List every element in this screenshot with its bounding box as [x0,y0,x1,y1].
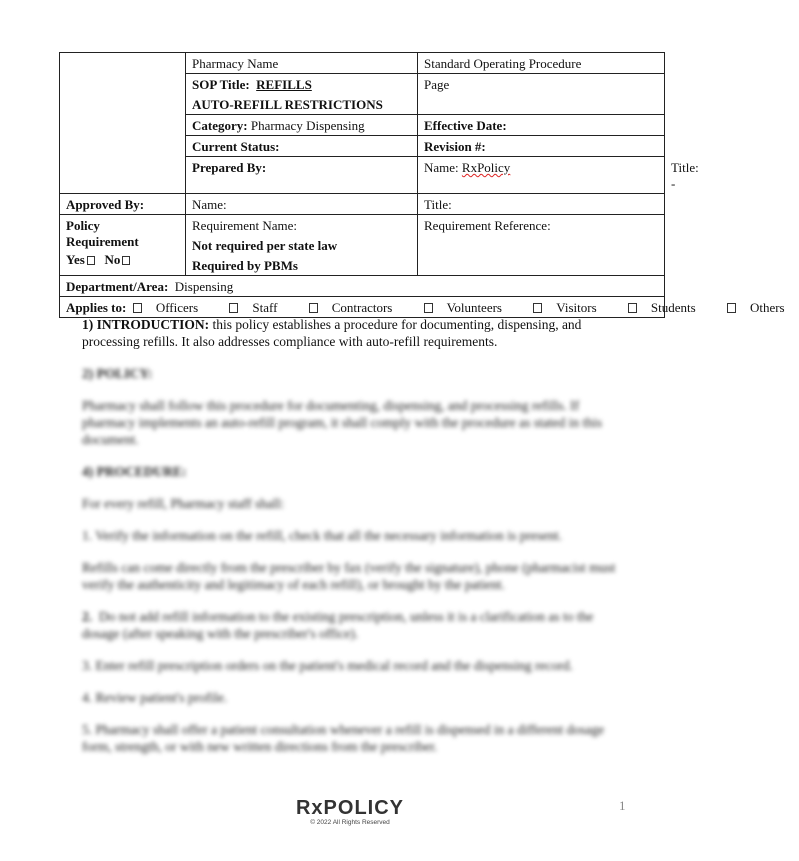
category-cell [186,115,418,136]
checkbox-icon [628,303,637,313]
approved-title: Title: [418,194,665,215]
intro-text: this policy establishes a procedure for documenting, dispensing, and processing refills. It also addresses compliance with auto-refill requirements. [82,317,582,349]
step-2-num: 2. [82,609,93,624]
req-name-2: Required by PBMs [192,258,298,273]
requirement-name-cell [186,215,418,276]
applies-contractors[interactable] [309,300,407,315]
category-value: Pharmacy Dispensing [250,118,365,133]
policy-req-label-2: Requirement [66,234,139,249]
applies-officers[interactable] [133,300,212,315]
prepared-name-value: RxPolicy [461,160,511,175]
req-reference-label: Requirement Reference: [418,215,665,276]
checkbox-icon [424,303,433,313]
rxpolicy-logo: RxPOLICY [295,797,405,819]
procedure-heading: 4) PROCEDURE: [82,464,187,479]
page-label: Page [418,74,665,115]
sop-title-label: SOP Title: [192,77,250,92]
yes-label: Yes [66,252,85,267]
approved-by-label: Approved By: [60,194,186,215]
policy-req-label-1: Policy [66,218,100,233]
sop-title-2: AUTO-REFILL RESTRICTIONS [192,97,383,112]
no-label: No [104,252,121,267]
blurred-content [82,365,622,755]
step-4: 4. Review patient's profile. [82,690,228,705]
intro-paragraph [82,316,622,350]
applies-staff-label: Staff [252,300,278,315]
prepared-name-label: Name: [424,160,462,175]
checkbox-icon [727,303,736,313]
checkbox-icon [133,303,142,313]
prepared-by-label: Prepared By: [186,157,418,194]
pharmacy-name: Pharmacy Name [186,53,418,74]
sop-header-table: Pharmacy Name Standard Operating Procedure SOP Title: REFILLS AUTO-REFILL RESTRICTIONS Page Category: Pharmacy Dispensing Effective Date: Current Status: Revision #: Prepared By: Name: RxPolicy Title: - Approved By: Name: Title: Policy Requirement Yes No Requirement Name: Not required per state law Required by PBMs Requirement Reference: Department/Area: Dispensing Applies to: Officers Staff Contractors Volunteers Visitors Students Others [59,52,665,318]
applies-students-label: Students [650,300,696,315]
sop-title-cell [186,74,418,115]
step-2: Do not add refill information to the existing prescription, unless it is a clarification as to the dosage (after speaking with the prescriber's office). [82,609,594,641]
yes-checkbox[interactable] [87,256,95,265]
checkbox-icon [533,303,542,313]
applies-staff[interactable] [229,300,291,315]
checkbox-icon [309,303,318,313]
doc-type: Standard Operating Procedure [418,53,665,74]
approved-name: Name: [186,194,418,215]
no-checkbox[interactable] [122,256,130,265]
applies-others[interactable] [727,300,799,315]
req-name-label: Requirement Name: [192,218,298,233]
page-number: 1 [619,798,626,813]
prepared-name-cell [418,157,665,194]
procedure-intro: For every refill, Pharmacy staff shall: [82,496,285,511]
intro-heading: 1) INTRODUCTION: [82,317,210,332]
applies-officers-label: Officers [155,300,199,315]
applies-volunteers-label: Volunteers [446,300,502,315]
step-1-detail: Refills can come directly from the prescriber by fax (verify the signature), phone (pharmacist must verify the authenticity and legitimacy of each refill), or brought by the patient. [82,560,616,592]
step-3: 3. Enter refill prescription orders on the patient's medical record and the dispensing record. [82,658,573,673]
applies-visitors[interactable] [533,300,610,315]
current-status-label: Current Status: [186,136,418,157]
req-name-1: Not required per state law [192,238,338,253]
applies-visitors-label: Visitors [556,300,597,315]
logo-cell [60,53,186,194]
department-value: Dispensing [174,279,234,294]
policy-requirement-cell [60,215,186,276]
applies-cell [60,297,785,318]
footer-logo [290,797,410,831]
policy-heading: 2) POLICY: [82,366,153,381]
revision-label: Revision #: [418,136,665,157]
step-5: 5. Pharmacy shall offer a patient consultation whenever a refill is dispensed in a different dosage form, strength, or with new written directions from the prescriber. [82,722,605,754]
applies-contractors-label: Contractors [331,300,393,315]
policy-text: Pharmacy shall follow this procedure for documenting, dispensing, and processing refills. If pharmacy implements an auto-refill program, it shall comply with the procedure as stated in this document. [82,398,602,447]
department-label: Department/Area: [66,279,169,294]
applies-volunteers[interactable] [424,300,516,315]
document-body [82,316,622,770]
sop-title-1: REFILLS [256,77,312,92]
effective-date-label: Effective Date: [418,115,665,136]
category-label: Category: [192,118,248,133]
applies-label: Applies to: [66,300,127,315]
checkbox-icon [229,303,238,313]
step-1: 1. Verify the information on the refill, check that all the necessary information is present. [82,528,562,543]
applies-others-label: Others [749,300,785,315]
applies-students[interactable] [628,300,710,315]
department-cell [60,276,665,297]
copyright: © 2022 All Rights Reserved [310,819,390,826]
